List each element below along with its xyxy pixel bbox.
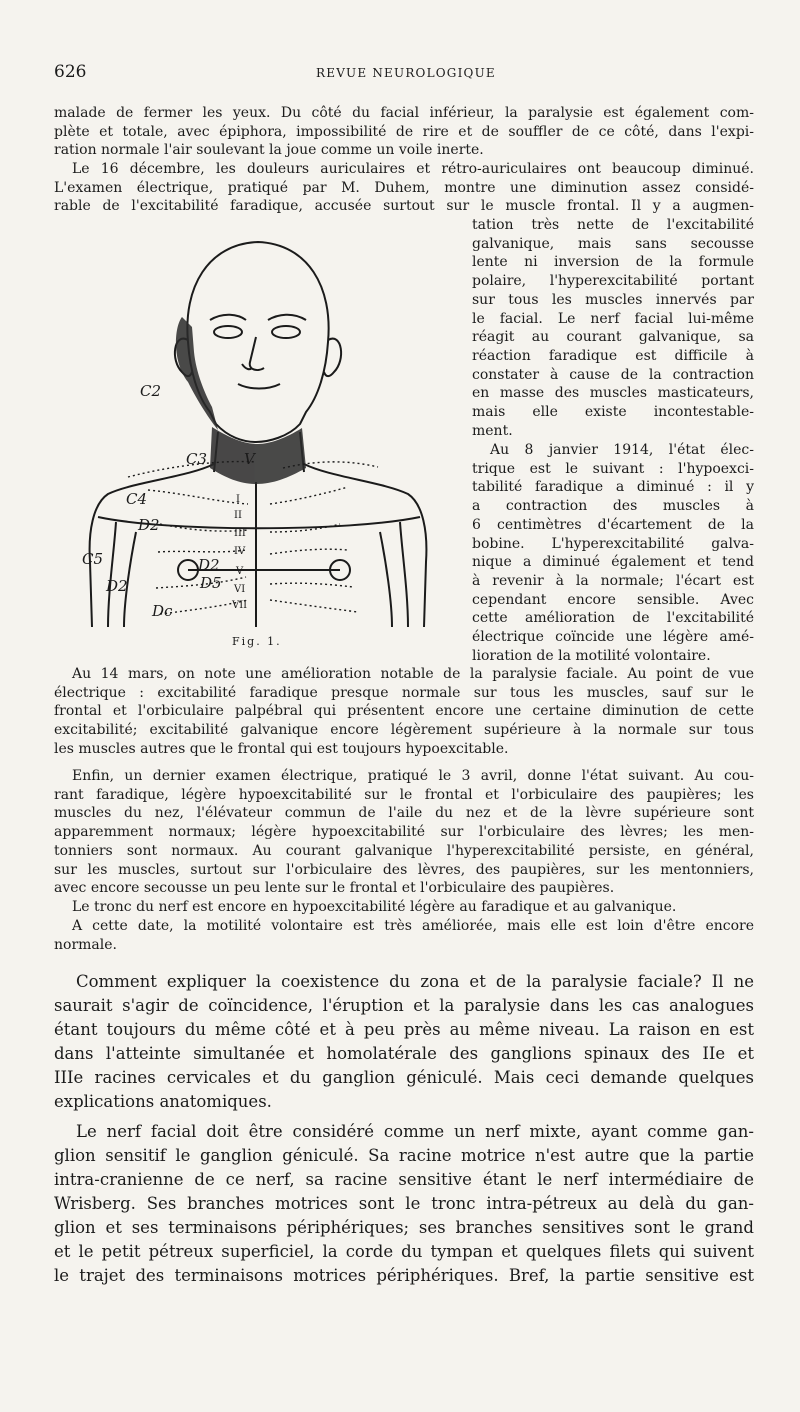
text-line: 6 centimètres d'écartement de la [472, 516, 754, 533]
label-c4: C4 [126, 490, 148, 508]
mouth [238, 384, 280, 389]
text-line: tabilité faradique a diminué : il y [472, 479, 754, 496]
paragraph-7 [54, 917, 754, 954]
label-segment: V [236, 566, 244, 577]
text-line: bobine. L'hyperexcitabilité galva- [472, 535, 754, 552]
text-line: le trajet des terminaisons motrices périphériques. Bref, la partie sensitive est [54, 1266, 754, 1285]
label-v: V [244, 450, 255, 468]
text-line: Au 14 mars, on note une amélioration notable de la paralysie faciale. Au point de vue [72, 666, 754, 682]
text-line: tonniers sont normaux. Au courant galvanique l'hyperexcitabilité persiste, en général, [54, 842, 754, 859]
text-line: glion et ses terminaisons périphériques; ses branches sensitives sont le grand [54, 1218, 754, 1237]
text-line: trique est le suivant : l'hypoexci- [472, 460, 754, 477]
label-d2: D2 [138, 516, 160, 534]
dermatome-line [148, 490, 248, 504]
text-line: normale. [54, 936, 117, 953]
text-line: et le petit pétreux superficiel, la corde du tympan et quelques filets qui suivent [54, 1242, 754, 1261]
text-line: rant faradique, légère hypoexcitabilité sur le frontal et l'orbiculaire des paupières; les [54, 786, 754, 803]
label-d2: D2 [198, 556, 220, 574]
running-title: REVUE NEUROLOGIQUE [316, 66, 496, 80]
label-d5: D5 [200, 574, 222, 592]
dermatome-line [270, 487, 348, 504]
text-line: IIIe racines cervicales et du ganglion géniculé. Mais ceci demande quelques [54, 1068, 754, 1087]
text-line: lente ni inversion de la formule [472, 254, 754, 271]
brows [210, 315, 306, 320]
paragraph-2-continued [472, 216, 754, 440]
label-segment: IV [234, 546, 246, 557]
torso-outline [90, 464, 427, 627]
label-c5: C5 [82, 550, 104, 568]
text-line: réaction faradique est difficile à [472, 347, 754, 364]
text-line: L'examen électrique, pratiqué par M. Duhem, montre une diminution assez considé- [54, 179, 754, 196]
text-line: cette amélioration de l'excitabilité [472, 610, 754, 627]
label-segment: I [236, 494, 240, 505]
paragraph-2 [54, 160, 754, 216]
text-line: explications anatomiques. [54, 1092, 272, 1111]
label-c3: C3 [186, 450, 208, 468]
text-line: Le nerf facial doit être considéré comme un nerf mixte, ayant comme gan- [76, 1122, 754, 1141]
text-line: étant toujours du même côté et à peu près au même niveau. La raison en est [54, 1020, 754, 1039]
c3-zone [210, 427, 306, 484]
right-eye [272, 326, 300, 338]
text-line: frontal et l'orbiculaire palpébral qui présentent encore une certaine diminution de cette [54, 703, 754, 720]
text-line: rable de l'excitabilité faradique, accusée surtout sur le muscle frontal. Il y a augmen- [54, 198, 754, 215]
text-line: muscles du nez, l'élévateur commun de l'aile du nez et de la lèvre supérieure sont [54, 805, 754, 822]
arm-right [380, 522, 408, 627]
text-line: plète et totale, avec épiphora, impossibilité de rire et de souffler de ce côté, dans l'expi- [54, 123, 754, 140]
text-line: lioration de la motilité volontaire. [472, 647, 711, 664]
text-line: électrique coïncide une légère amé- [472, 629, 754, 646]
text-line: glion sensitif le ganglion géniculé. Sa racine motrice n'est autre que la partie [54, 1146, 754, 1165]
dermatome-line [270, 583, 353, 587]
text-line: galvanique, mais sans secousse [472, 235, 754, 252]
label-c2: C2 [140, 382, 162, 400]
text-line: nique a diminué également et tend [472, 554, 754, 571]
label-segment: III [234, 528, 246, 539]
text-line: Enfin, un dernier examen électrique, pratiqué le 3 avril, donne l'état suivant. Au cou- [72, 768, 754, 784]
text-line: les muscles autres que le frontal qui est toujours hypoexcitable. [54, 740, 509, 757]
paragraph-1 [54, 104, 754, 160]
dermatome-diagram [78, 232, 458, 652]
paragraph-6 [54, 898, 754, 917]
text-line: mais elle existe incontestable- [472, 404, 754, 421]
label-dc: Dc [152, 602, 173, 620]
paragraph-9 [54, 1120, 754, 1288]
text-line: polaire, l'hyperexcitabilité portant [472, 273, 754, 290]
figure-1 [78, 232, 458, 652]
left-eye [214, 326, 242, 338]
text-line: tation très nette de l'excitabilité [472, 217, 754, 233]
text-line: dans l'atteinte simultanée et homolatérale des ganglions spinaux des IIe et [54, 1044, 754, 1063]
page-header [54, 62, 754, 88]
text-line: Au 8 janvier 1914, l'état élec- [490, 442, 754, 458]
text-line: sur tous les muscles innervés par [472, 291, 754, 308]
text-line: réagit au courant galvanique, sa [472, 329, 754, 346]
text-line: à revenir à la normale; l'écart est [472, 572, 754, 589]
dermatome-line [270, 549, 348, 554]
text-line: avec encore secousse un peu lente sur le frontal et l'orbiculaire des paupières. [54, 880, 615, 897]
text-line: Wrisberg. Ses branches motrices sont le tronc intra-pétreux au delà du gan- [54, 1194, 754, 1213]
label-d2: D2 [106, 577, 128, 595]
text-line: Le tronc du nerf est encore en hypoexcitabilité légère au faradique et au galvanique. [72, 899, 677, 915]
text-line: le facial. Le nerf facial lui-même [472, 310, 754, 327]
label-segment: II [234, 510, 242, 521]
figure-caption: Fig. 1. [232, 635, 282, 648]
text-line: sur les muscles, surtout sur l'orbiculaire des lèvres, des paupières, sur les mentonniers, [54, 861, 754, 878]
paragraph-4 [54, 665, 754, 759]
dermatome-line [270, 600, 358, 612]
paragraph-5 [54, 767, 754, 898]
text-line: excitabilité; excitabilité galvanique encore légèrement supérieure à la normale sur tous [54, 722, 754, 739]
text-line: apparemment normaux; légère hypoexcitabilité sur l'orbiculaire des lèvres; les men- [54, 824, 754, 841]
text-line: électrique : excitabilité faradique presque normale sur tous les muscles, sauf sur le [54, 684, 754, 701]
label-segment: VI [234, 584, 246, 595]
text-line: a contraction des muscles à [472, 498, 754, 515]
label-segment: VII [232, 600, 248, 611]
text-line: saurait s'agir de coïncidence, l'éruption et la paralysie dans les cas analogues [54, 996, 754, 1015]
text-line: Le 16 décembre, les douleurs auriculaires et rétro-auriculaires ont beaucoup diminué. [72, 161, 754, 177]
text-line: ration normale l'air soulevant la joue comme un voile inerte. [54, 142, 484, 159]
paragraph-3 [472, 441, 754, 665]
text-line: intra-cranienne de ce nerf, sa racine sensitive étant le nerf intermédiaire de [54, 1170, 754, 1189]
text-line: constater à cause de la contraction [472, 366, 754, 383]
paragraph-8 [54, 970, 754, 1114]
text-line: Comment expliquer la coexistence du zona et de la paralysie faciale? Il ne [76, 972, 754, 991]
arm-left [108, 522, 136, 627]
text-line: cependant encore sensible. Avec [472, 591, 754, 608]
page-number: 626 [54, 62, 87, 82]
text-line: malade de fermer les yeux. Du côté du facial inférieur, la paralysie est également com- [54, 105, 754, 121]
text-line: A cette date, la motilité volontaire est très améliorée, mais elle est loin d'être encore [72, 918, 754, 934]
text-line: ment. [472, 422, 513, 439]
nose [242, 337, 264, 370]
dermatome-line [158, 550, 246, 552]
text-line: en masse des muscles masticateurs, [472, 385, 754, 402]
